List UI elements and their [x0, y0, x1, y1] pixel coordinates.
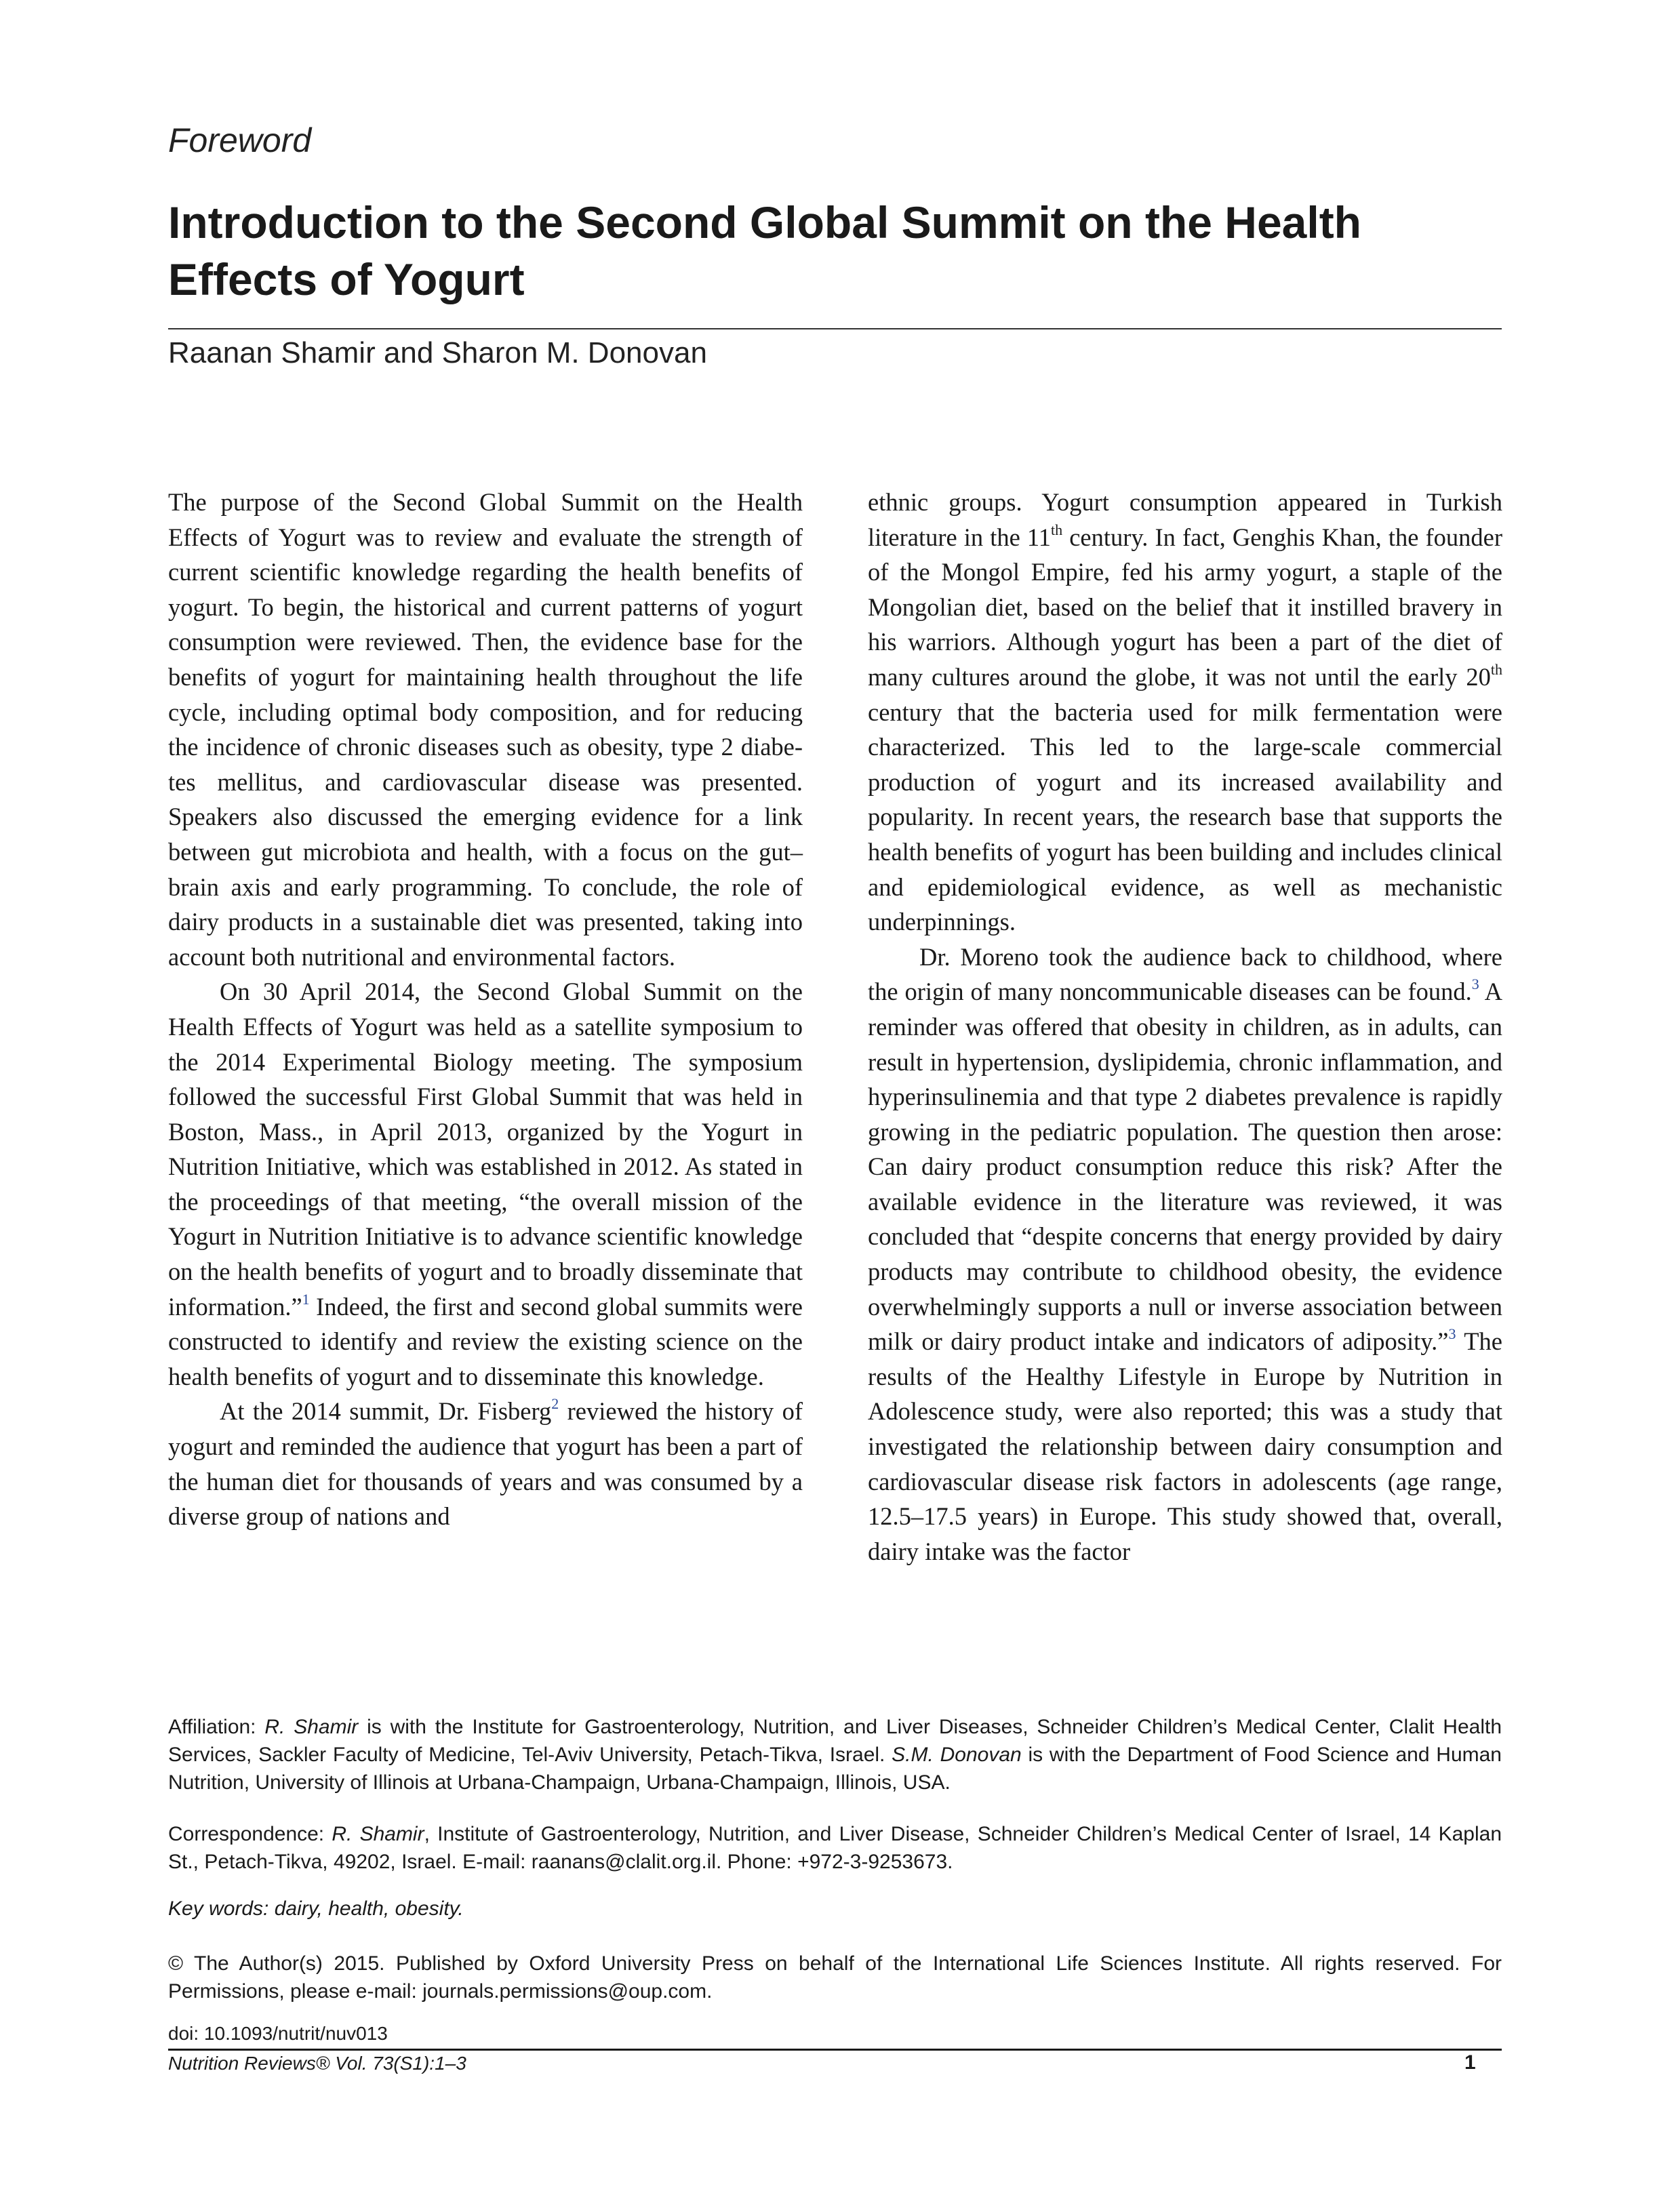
affiliation-note	[168, 1713, 1502, 1796]
superscript-ordinal: th	[1490, 660, 1502, 678]
reference-link-3[interactable]: 3	[1471, 976, 1479, 993]
affiliation-text: is with the Department of Food Science and Human Nutrition, University of Illinois at Urbana-Champaign, Urbana-Champaign, Illinois, USA.	[168, 1744, 1502, 1794]
copyright-notice: © The Author(s) 2015. Published by Oxford University Press on behalf of the International Life Sciences Institute. All rights reserved. For Permissions, please e-mail: journals.permissions@oup.com.	[168, 1952, 1502, 2003]
paragraph-text: century. In fact, Genghis Khan, the founder of the Mongol Empire, fed his army yogurt, a staple of the Mongolian diet, based on the belief that it instilled bravery in his warriors. Although yogurt has been a part of the diet of many cultures around the globe, it was not until the early 20	[868, 523, 1502, 691]
paragraph-text: reviewed the history of yogurt and reminded the audience that yogurt has been a part of the human diet for thousands of years and was consumed by a diverse group of nations and	[168, 1397, 803, 1531]
reference-link-2[interactable]: 2	[551, 1395, 559, 1413]
doi[interactable]: doi: 10.1093/nutrit/nuv013	[168, 2023, 388, 2044]
superscript-ordinal: th	[1051, 521, 1063, 538]
body-column-right	[868, 485, 1502, 1569]
page-number: 1	[1464, 2051, 1476, 2074]
author-name: S.M. Donovan	[892, 1744, 1022, 1766]
title-divider	[168, 328, 1502, 329]
paragraph-moreno	[868, 940, 1502, 1569]
correspondence-label: Correspondence:	[168, 1823, 332, 1845]
keywords: Key words: dairy, health, obesity.	[168, 1897, 464, 1920]
reference-link-1[interactable]: 1	[302, 1290, 310, 1308]
paragraph-text: Dr. Moreno took the audience back to childhood, where the origin of many noncommunicable diseases can be found.	[868, 942, 1502, 1006]
paragraph-text: The results of the Healthy Lifestyle in Europe by Nutrition in Adolescence study, were also reported; this was a study that investigated the relationship between dairy consumption and cardiovascular disease risk factors in adolescents (age range, 12.5–17.5 years) in Europe. This study showed that, overall, dairy intake was the factor	[868, 1327, 1502, 1565]
paragraph-text: On 30 April 2014, the Second Global Summit on the Health Effects of Yogurt was held as a satellite symposium to the 2014 Experimental Biology meeting. The symposium followed the successful First Global Summit that was held in Boston, Mass., in April 2013, organized by the Yogurt in Nutrition Initiative, which was established in 2012. As stated in the proceedings of that meeting, “the overall mission of the Yogurt in Nutrition Initiative is to advance scientific knowledge on the health benefits of yogurt and to broadly disseminate that information.”	[168, 978, 803, 1321]
affiliation-label: Affiliation:	[168, 1716, 265, 1738]
paragraph-history	[868, 485, 1502, 940]
journal-citation: Nutrition Reviews® Vol. 73(S1):1–3	[168, 2053, 466, 2074]
paragraph-purpose: The purpose of the Second Global Summit on the Health Effects of Yogurt was to review and evaluate the strength of current scientific knowledge regarding the health benefits of yogurt. To begin, the historical and current patterns of yogurt consumption were reviewed. Then, the evidence base for the benefits of yogurt for maintaining health throughout the life cycle, including optimal body composition, and for reducing the incidence of chronic diseases such as obesity, type 2 diabetes mellitus, and cardiovascular disease was presented. Speakers also discussed the emerging evidence for a link between gut microbiota and health, with a focus on the gut–brain axis and early programming. To conclude, the role of dairy products in a sustainable diet was presented, taking into account both nutritional and environmental factors.	[168, 488, 803, 971]
paragraph-summit-date	[168, 974, 803, 1394]
author-name: R. Shamir	[332, 1823, 424, 1845]
correspondence-text: , Institute of Gastroenterology, Nutrition, and Liver Disease, Schneider Children’s Medical Center of Israel, 14 Kaplan St., Petach-Tikva, 49202, Israel. E-mail: raanans@clalit.org.il. Phone: +972-3-9253673.	[168, 1823, 1502, 1873]
correspondence-note	[168, 1820, 1502, 1876]
paragraph-text: century that the bacteria used for milk fermentation were characterized. This led to the large-scale commercial production of yogurt and its increased availability and popularity. In recent years, the research base that supports the health benefits of yogurt has been building and includes clinical and epidemiological evidence, as well as mechanistic underpinnings.	[868, 698, 1502, 936]
paragraph-text: Indeed, the first and second global summits were constructed to identify and review the existing science on the health benefits of yogurt and to disseminate this knowledge.	[168, 1292, 803, 1390]
paragraph-text: A reminder was offered that obesity in children, as in adults, can result in hypertension, dyslipidemia, chronic inflammation, and hyperinsulinemia and that type 2 diabetes prevalence is rapidly growing in the pediatric population. The question then arose: Can dairy product consumption reduce this risk? After the available evidence in the literature was reviewed, it was concluded that “despite concerns that energy provided by dairy products may contribute to childhood obesity, the evidence overwhelmingly supports a null or inverse association between milk or dairy product intake and indicators of adiposity.”	[868, 978, 1502, 1356]
affiliation-text: is with the Institute for Gastroenterology, Nutrition, and Liver Diseases, Schneider Children’s Medical Center, Clalit Health Services, Sackler Faculty of Medicine, Tel-Aviv University, Petach-Tikva, Israel.	[168, 1716, 1502, 1766]
author-name: R. Shamir	[264, 1716, 359, 1738]
article-title: Introduction to the Second Global Summit on the Health Effects of Yogurt	[168, 197, 1361, 304]
author-line: Raanan Shamir and Sharon M. Donovan	[168, 336, 707, 369]
footer-divider	[168, 2049, 1502, 2051]
paragraph-text: At the 2014 summit, Dr. Fisberg	[220, 1397, 552, 1426]
section-label: Foreword	[168, 121, 312, 159]
body-column-left	[168, 485, 803, 1534]
paragraph-fisberg	[168, 1394, 803, 1533]
reference-link-3[interactable]: 3	[1448, 1325, 1456, 1343]
paragraph-text: ethnic groups. Yogurt consumption appeared in Turkish literature in the 11	[868, 488, 1502, 551]
